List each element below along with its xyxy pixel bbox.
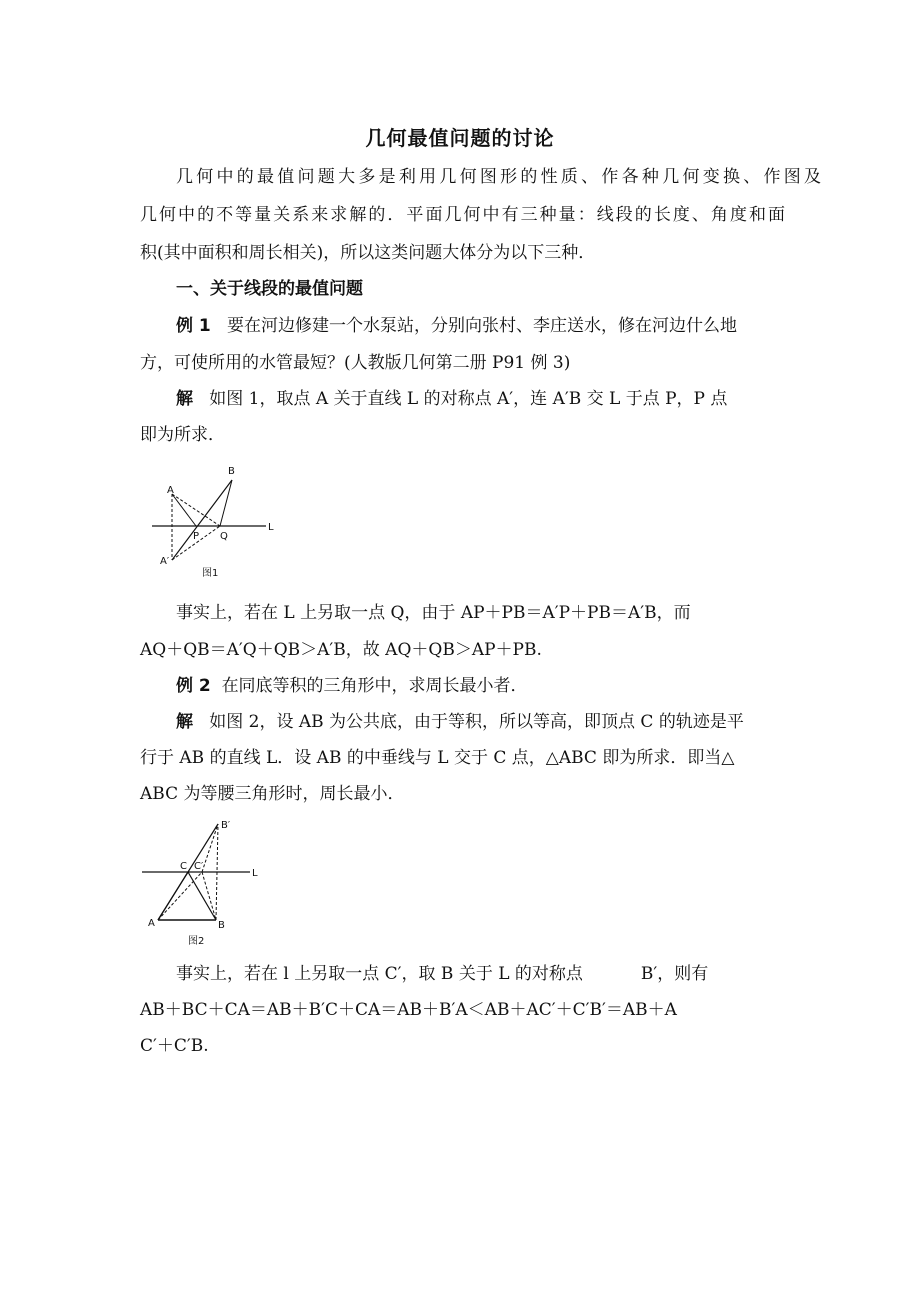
solution-2-line-1	[176, 710, 821, 734]
figure-2	[138, 816, 268, 950]
intro-line-3: 积(其中面积和周长相关)，所以这类问题大体分为以下三种．	[140, 243, 596, 263]
figure-1-label-a: A	[167, 485, 174, 496]
figure-2-label-b: B	[218, 920, 225, 931]
solution-1-text: 如图 1，取点 A 关于直线 L 的对称点 A′，连 A′B 交 L 于点 P，P 点	[209, 389, 728, 409]
example-2-label: 例 2	[176, 676, 211, 696]
figure-2-segment-a-cprime	[158, 872, 202, 920]
figure-2-label-cprime: C′	[194, 861, 204, 872]
fact-2-line-2: AB＋BC＋CA＝AB＋B′C＋CA＝AB＋B′A＜AB＋AC′＋C′B′＝AB＋A	[140, 1000, 677, 1020]
figure-2-caption: 图2	[188, 936, 205, 947]
solution-2-label: 解	[176, 712, 193, 732]
fact-2-line-3: C′＋C′B.	[140, 1036, 209, 1056]
fact-1-line-2: AQ＋QB＝A′Q＋QB＞A′B，故 AQ＋QB＞AP＋PB.	[140, 640, 542, 660]
figure-1-label-aprime: A′	[160, 556, 170, 567]
example-1-line-1	[176, 314, 821, 338]
figure-1-segment-aprime-b	[172, 480, 232, 560]
fact-1-line-1: 事实上，若在 L 上另取一点 Q，由于 AP＋PB＝A′P＋PB＝A′B，而	[176, 603, 691, 623]
example-1-text: 要在河边修建一个水泵站，分别向张村、李庄送水，修在河边什么地	[226, 316, 737, 336]
example-1-label: 例 1	[176, 316, 211, 336]
figure-1-label-p: P	[193, 531, 200, 542]
solution-2-line-2: 行于 AB 的直线 L．设 AB 的中垂线与 L 交于 C 点，△ABC 即为所求．即当△	[140, 748, 735, 768]
fact-2-text-b: B′，则有	[640, 964, 709, 984]
figure-1-segment-a-p	[172, 494, 196, 526]
solution-2-text: 如图 2，设 AB 为公共底，由于等积，所以等高，即顶点 C 的轨迹是平	[209, 712, 744, 732]
section-heading-1: 一、关于线段的最值问题	[176, 279, 363, 299]
figure-2-segment-cprime-b	[202, 872, 216, 920]
figure-2-segment-cprime-bprime	[202, 824, 218, 872]
figure-1-segment-q-b	[220, 480, 232, 526]
figure-1-label-q: Q	[220, 531, 228, 542]
figure-2-label-c: C	[180, 861, 187, 872]
figure-1-label-b: B	[228, 466, 235, 477]
intro-line-1: 几何中的最值问题大多是利用几何图形的性质、作各种几何变换、作图及	[176, 167, 821, 187]
intro-line-2: 几何中的不等量关系来求解的．平面几何中有三种量：线段的长度、角度和面	[140, 205, 785, 225]
example-2-text: 在同底等积的三角形中，求周长最小者．	[221, 676, 528, 696]
solution-1-line-2: 即为所求．	[140, 425, 225, 445]
fact-2-line-1	[176, 962, 821, 986]
figure-1	[148, 460, 288, 582]
figure-2-label-bprime: B′	[221, 820, 231, 831]
figure-2-label-a: A	[148, 918, 155, 929]
solution-2-line-3: ABC 为等腰三角形时，周长最小．	[140, 784, 405, 804]
fact-2-text-a: 事实上，若在 l 上另取一点 C′，取 B 关于 L 的对称点	[176, 964, 583, 984]
page-title: 几何最值问题的讨论	[365, 126, 555, 150]
figure-1-caption: 图1	[202, 568, 219, 579]
figure-1-label-l: L	[268, 522, 274, 533]
example-1-line-2: 方，可使所用的水管最短？(人教版几何第二册 P91 例 3)	[140, 353, 571, 373]
solution-1-label: 解	[176, 389, 193, 409]
figure-2-label-l: L	[252, 868, 258, 879]
example-2-line	[176, 674, 821, 698]
figure-2-segment-c-b	[188, 872, 216, 920]
solution-1-line-1	[176, 387, 821, 411]
figure-1-segment-a-q	[172, 494, 220, 526]
